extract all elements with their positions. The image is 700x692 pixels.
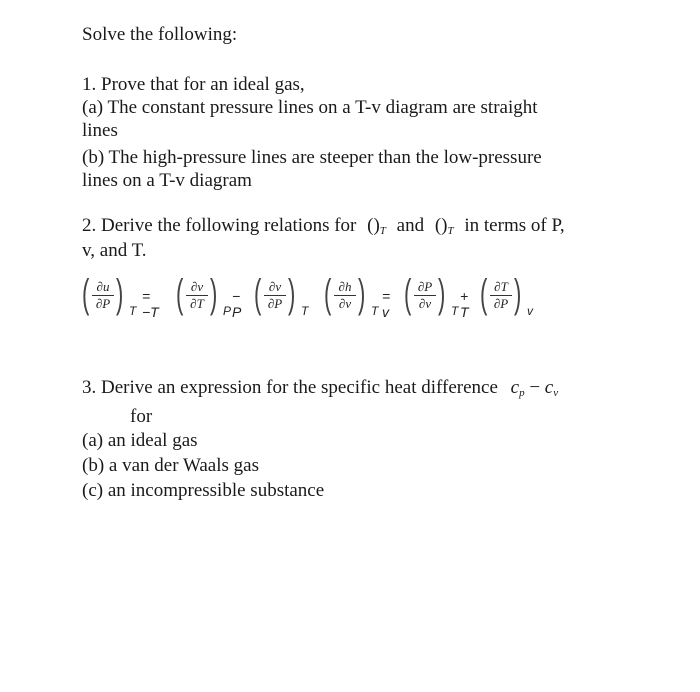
eq1-t2-den: ∂P bbox=[267, 296, 283, 311]
eq2-lhs-sub: T bbox=[371, 304, 379, 318]
eq1-lhs-open-paren: ( bbox=[82, 272, 90, 316]
q3-cp-sub: p bbox=[519, 387, 525, 399]
eq2-t2-num: ∂T bbox=[494, 279, 508, 294]
q1-b-line2: lines on a T-v diagram bbox=[82, 170, 252, 191]
q3-line1 bbox=[82, 377, 558, 404]
eq1-t2-close-paren: ) bbox=[288, 272, 296, 316]
q2-line2: v, and T. bbox=[82, 240, 147, 261]
q3-for: for bbox=[130, 406, 153, 427]
eq2-t2-fraction bbox=[490, 280, 512, 311]
eq2-t1-close-paren: ) bbox=[438, 272, 446, 316]
eq1-t1-close-paren: ) bbox=[210, 272, 218, 316]
eq2-lhs-fraction bbox=[334, 280, 356, 311]
eq2-t1-num: ∂P bbox=[417, 279, 433, 294]
eq1-t2-fraction bbox=[264, 280, 286, 311]
eq1-equals-op: = −T bbox=[142, 288, 159, 320]
eq2-equals-op: = v bbox=[382, 288, 391, 320]
eq2-mid-op: + T bbox=[460, 288, 469, 320]
q2-and: and bbox=[396, 215, 425, 236]
q3-cv-sub: v bbox=[553, 387, 559, 399]
q1-intro: 1. Prove that for an ideal gas, bbox=[82, 74, 305, 95]
q2-line1 bbox=[82, 215, 565, 242]
eq1-lhs-fraction bbox=[92, 280, 114, 311]
eq1-t1-num: ∂v bbox=[190, 279, 204, 294]
eq1-t1-sub: P bbox=[223, 304, 232, 318]
q3-cv: c bbox=[544, 377, 554, 398]
eq2-lhs-close-paren: ) bbox=[358, 272, 366, 316]
q1-b-line1: (b) The high-pressure lines are steeper than the low-pressure bbox=[82, 147, 542, 168]
eq2-t1-den: ∂v bbox=[418, 296, 432, 311]
q3-expression bbox=[511, 377, 558, 398]
eq2-lhs-open-paren: ( bbox=[324, 272, 332, 316]
eq1-t2-sub: T bbox=[301, 304, 309, 318]
eq1-t1-den: ∂T bbox=[190, 296, 204, 311]
eq1-t2-num: ∂v bbox=[268, 279, 282, 294]
eq1-lhs-num: ∂u bbox=[96, 279, 110, 294]
q2-paren-2: () bbox=[434, 215, 448, 236]
eq2-t1-fraction bbox=[414, 280, 436, 311]
q2-paren-1: () bbox=[367, 215, 380, 236]
eq2-t1-open-paren: ( bbox=[404, 272, 412, 316]
eq1-lhs-den: ∂P bbox=[95, 296, 111, 311]
eq1-mid-op: − P bbox=[232, 288, 242, 320]
eq1-lhs-close-paren: ) bbox=[116, 272, 124, 316]
q1-a-line1: (a) The constant pressure lines on a T-v diagram are straight bbox=[82, 97, 538, 118]
q3-b: (b) a van der Waals gas bbox=[82, 455, 259, 476]
q3-a: (a) an ideal gas bbox=[82, 430, 198, 451]
eq2-t1-sub: T bbox=[451, 304, 459, 318]
eq2-lhs-den: ∂v bbox=[338, 296, 352, 311]
eq2-t2-close-paren: ) bbox=[514, 272, 522, 316]
q3-minus: − bbox=[524, 377, 545, 398]
q2-sub-2: T bbox=[447, 225, 454, 237]
q1-a-line2: lines bbox=[82, 120, 118, 141]
eq2-t2-open-paren: ( bbox=[480, 272, 488, 316]
q3-text: 3. Derive an expression for the specific heat difference bbox=[82, 377, 498, 398]
q2-sub-1: T bbox=[379, 225, 386, 237]
eq1-t1-open-paren: ( bbox=[176, 272, 184, 316]
q3-cp: c bbox=[510, 377, 520, 398]
eq2-t2-sub: v bbox=[527, 304, 533, 318]
q2-text-before: 2. Derive the following relations for bbox=[82, 215, 357, 236]
eq2-lhs-num: ∂h bbox=[338, 279, 352, 294]
eq1-t2-open-paren: ( bbox=[254, 272, 262, 316]
eq1-lhs-sub: T bbox=[129, 304, 137, 318]
eq1-t1-fraction bbox=[186, 280, 208, 311]
q3-c: (c) an incompressible substance bbox=[82, 480, 325, 501]
eq2-t2-den: ∂P bbox=[493, 296, 509, 311]
heading: Solve the following: bbox=[82, 24, 238, 45]
q2-text-after: in terms of P, bbox=[464, 215, 565, 236]
